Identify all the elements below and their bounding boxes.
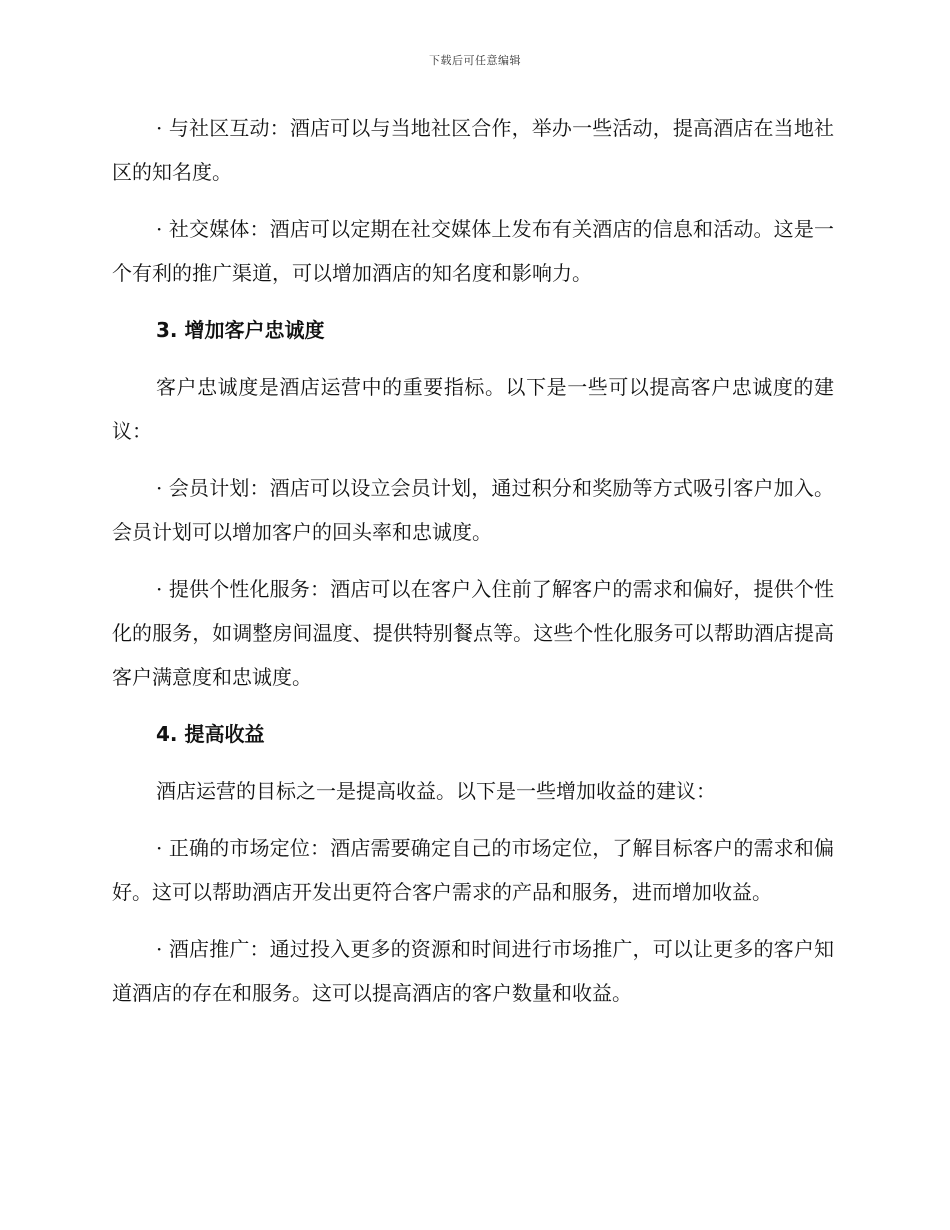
section-heading-loyalty: 3. 增加客户忠诚度 — [156, 318, 325, 342]
paragraph-hotel-promotion: · 酒店推广：通过投入更多的资源和时间进行市场推广，可以让更多的客户知道酒店的存在和服务。这可以提高酒店的客户数量和收益。 — [112, 937, 834, 1005]
document-body — [112, 106, 834, 1028]
paragraph-personalized-service: · 提供个性化服务：酒店可以在客户入住前了解客户的需求和偏好，提供个性化的服务，如调整房间温度、提供特别餐点等。这些个性化服务可以帮助酒店提高客户满意度和忠诚度。 — [112, 577, 834, 689]
paragraph-community-interaction: · 与社区互动：酒店可以与当地社区合作，举办一些活动，提高酒店在当地社区的知名度。 — [112, 116, 834, 184]
paragraph-loyalty-intro: 客户忠诚度是酒店运营中的重要指标。以下是一些可以提高客户忠诚度的建议： — [112, 375, 834, 443]
paragraph-market-positioning: · 正确的市场定位：酒店需要确定自己的市场定位，了解目标客户的需求和偏好。这可以帮助酒店开发出更符合客户需求的产品和服务，进而增加收益。 — [112, 836, 834, 904]
paragraph-social-media: · 社交媒体：酒店可以定期在社交媒体上发布有关酒店的信息和活动。这是一个有利的推广渠道，可以增加酒店的知名度和影响力。 — [112, 217, 834, 285]
section-heading-revenue: 4. 提高收益 — [156, 722, 265, 746]
paragraph-membership-program: · 会员计划：酒店可以设立会员计划，通过积分和奖励等方式吸引客户加入。会员计划可以增加客户的回头率和忠诚度。 — [112, 476, 834, 544]
paragraph-revenue-intro: 酒店运营的目标之一是提高收益。以下是一些增加收益的建议： — [156, 779, 716, 803]
page-header: 下载后可任意编辑 — [429, 54, 521, 67]
